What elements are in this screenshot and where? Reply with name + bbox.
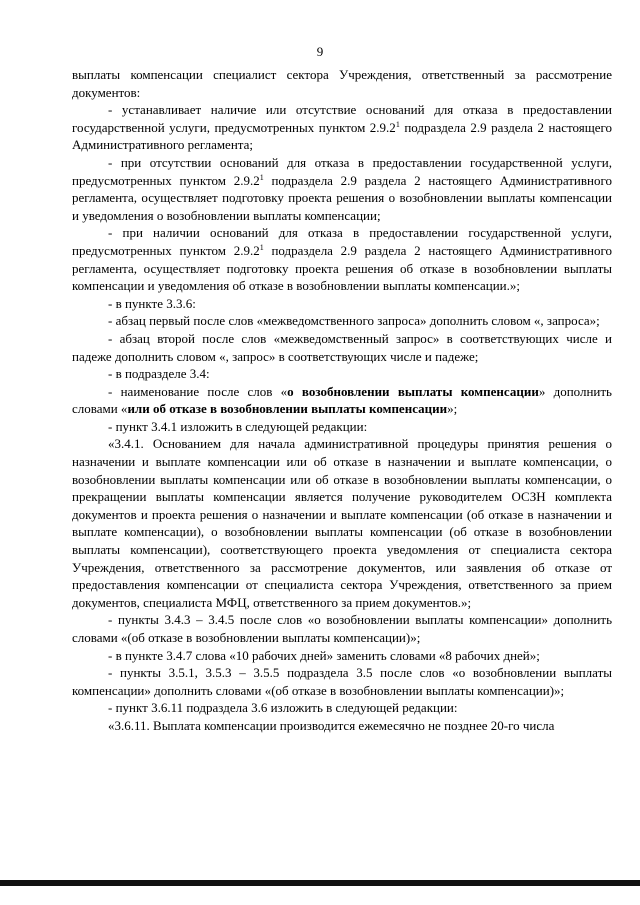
paragraph [72, 330, 612, 365]
text-run: - пункты 3.4.3 – 3.4.5 после слов «о возобновлении выплаты компенсации» дополнить словами «(об отказе в возобновлении выплаты компенсации)»; [72, 612, 612, 645]
text-run: «3.4.1. Основанием для начала административной процедуры принятия решения о назначении и выплате компенсации или об отказе в назначении и выплате компенсации, о возобновлении выплаты компенсации или об отказе в возобновлении выплаты компенсации, о прекращении выплаты компенсации является получение руководителем ОСЗН комплекта документов и проекта решения о назначении и выплате компенсации (об отказе в назначении и выплате компенсации), о возобновлении выплаты компенсации (об отказе в возобновлении выплаты компенсации), соответствующего проекта уведомления от специалиста сектора Учреждения, ответственного за рассмотрение документов, или заявления об отказе от предоставления компенсации от специалиста сектора Учреждения, ответственного за прием документов, специалиста МФЦ, ответственного за прием документов.»; [72, 436, 612, 610]
paragraph [72, 154, 612, 224]
text-run: - в пункте 3.4.7 слова «10 рабочих дней» заменить словами «8 рабочих дней»; [108, 647, 540, 663]
text-run: - в подразделе 3.4: [108, 366, 210, 382]
paragraph [72, 717, 612, 735]
document-body [72, 66, 612, 735]
bold-text: или об отказе в возобновлении выплаты компенсации [127, 401, 448, 417]
text-run: - при отсутствии оснований для отказа в предоставлении государственной услуги, предусмотренных пунктом 2.9.2 [72, 154, 612, 188]
text-run: - в пункте 3.3.6: [108, 295, 196, 311]
paragraph [72, 383, 612, 418]
text-run: » дополнить словами « [72, 383, 612, 417]
text-run: - при наличии оснований для отказа в предоставлении государственной услуги, предусмотренных пунктом 2.9.2 [72, 225, 612, 258]
bottom-rule [0, 880, 640, 886]
text-run: - устанавливает наличие или отсутствие оснований для отказа в предоставлении государственной услуги, предусмотренных пунктом 2.9.2 [72, 102, 612, 135]
text-run: - пункт 3.6.11 подраздела 3.6 изложить в следующей редакции: [108, 700, 458, 716]
paragraph [72, 664, 612, 699]
text-run: выплаты компенсации специалист сектора Учреждения, ответственный за рассмотрение документов: [72, 67, 612, 100]
paragraph [72, 647, 612, 665]
text-run: - абзац первый после слов «межведомственного запроса» дополнить словом «, запроса»; [108, 313, 600, 329]
paragraph [72, 611, 612, 646]
text-run: «3.6.11. Выплата компенсации производится ежемесячно не позднее 20-го числа [108, 717, 555, 733]
paragraph [72, 365, 612, 383]
text-run: подраздела 2.9 раздела 2 настоящего Административного регламента, осуществляет подготовку проекта решения о возобновлении выплаты компенсации и уведомления о возобновлении выплаты компенсации; [72, 172, 612, 223]
text-run: подраздела 2.9 раздела 2 настоящего Административного регламента, осуществляет подготовку проекта решения об отказе в возобновлении выплаты компенсации и уведомления об отказе в возобновлении выплаты компенсации.»; [72, 242, 612, 294]
paragraph [72, 699, 612, 717]
text-run: »; [447, 401, 458, 417]
paragraph [72, 224, 612, 294]
footnote-superscript: 1 [395, 119, 400, 129]
text-run: - пункт 3.4.1 изложить в следующей редакции: [108, 418, 368, 434]
paragraph [72, 435, 612, 611]
page-number: 9 [316, 44, 324, 59]
paragraph [72, 418, 612, 436]
text-run: - пункты 3.5.1, 3.5.3 – 3.5.5 подраздела 3.5 после слов «о возобновлении выплаты компенсации» дополнить словами «(об отказе в возобновлении выплаты компенсации)»; [72, 665, 612, 698]
text-run: подраздела 2.9 раздела 2 настоящего Административного регламента; [72, 119, 612, 153]
paragraph [72, 66, 612, 101]
paragraph [72, 312, 612, 330]
text-run: - наименование после слов « [108, 383, 288, 399]
paragraph [72, 295, 612, 313]
paragraph [72, 101, 612, 154]
bold-text: о возобновлении выплаты компенсации [287, 383, 539, 399]
footnote-superscript: 1 [259, 242, 264, 252]
footnote-superscript: 1 [259, 172, 264, 182]
text-run: - абзац второй после слов «межведомственный запрос» в соответствующих числе и падеже дополнить словом «, запрос» в соответствующих числе и падеже; [72, 330, 612, 364]
